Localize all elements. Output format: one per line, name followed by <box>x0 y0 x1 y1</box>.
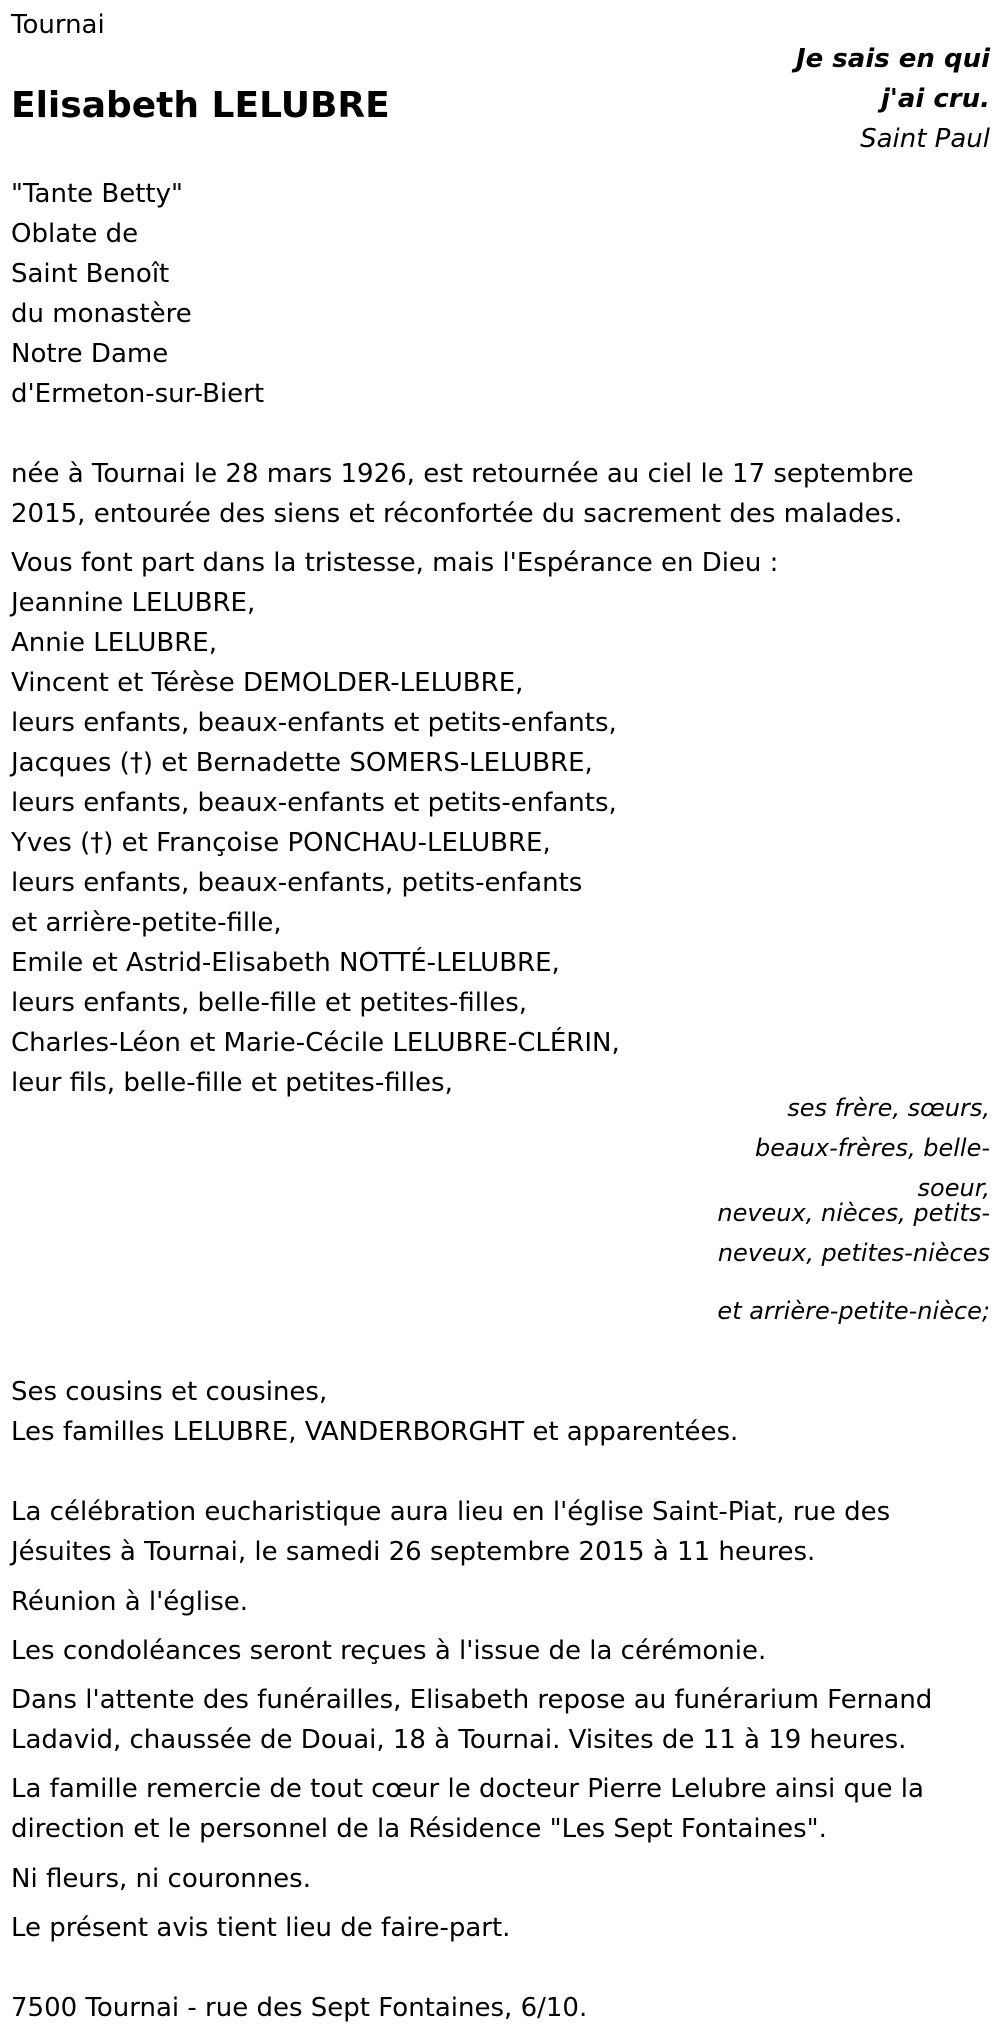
notice-paragraph: Le présent avis tient lieu de faire-part. <box>11 1913 511 1943</box>
no-flowers-paragraph: Ni fleurs, ni couronnes. <box>11 1864 311 1894</box>
intro-line: Notre Dame <box>11 339 169 369</box>
family-line: Vous font part dans la tristesse, mais l'Espérance en Dieu : <box>11 548 779 578</box>
family-line: leurs enfants, beaux-enfants et petits-enfants, <box>11 708 617 738</box>
deceased-name: Elisabeth LELUBRE <box>11 85 390 126</box>
family-line: Annie LELUBRE, <box>11 628 217 658</box>
family-line: leurs enfants, belle-fille et petites-filles, <box>11 988 528 1018</box>
thanks-paragraph: La famille remercie de tout cœur le docteur Pierre Lelubre ainsi que la direction et le personnel de la Résidence "Les Sept Fontaines". <box>11 1774 924 1844</box>
address-line: 7500 Tournai - rue des Sept Fontaines, 6/10. <box>11 1993 588 2023</box>
family-line: Yves (†) et Françoise PONCHAU-LELUBRE, <box>11 828 551 858</box>
cousins-line: Ses cousins et cousines, <box>11 1377 328 1407</box>
epigraph-text: Je sais en qui j'ai cru. <box>795 44 990 114</box>
family-line: Vincent et Térèse DEMOLDER-LELUBRE, <box>11 668 524 698</box>
relatives-group-nephews: neveux, nièces, petits-neveux, petites-nièces <box>717 1199 990 1267</box>
relatives-group-great-niece: et arrière-petite-nièce; <box>717 1297 990 1325</box>
relatives-group-siblings: ses frère, sœurs, beaux-frères, belle-soeur, <box>754 1094 990 1202</box>
epigraph <box>760 39 990 159</box>
family-line: et arrière-petite-fille, <box>11 908 282 938</box>
meeting-paragraph: Réunion à l'église. <box>11 1587 249 1617</box>
cousins-block <box>11 1372 738 1452</box>
cousins-line: Les familles LELUBRE, VANDERBORGHT et apparentées. <box>11 1417 739 1447</box>
family-line: leurs enfants, beaux-enfants et petits-enfants, <box>11 788 617 818</box>
intro-line: du monastère <box>11 299 192 329</box>
condolences-paragraph: Les condoléances seront reçues à l'issue de la cérémonie. <box>11 1636 767 1666</box>
intro-block <box>11 174 264 414</box>
intro-line: Saint Benoît <box>11 259 170 289</box>
intro-line: d'Ermeton-sur-Biert <box>11 379 265 409</box>
family-line: Jacques (†) et Bernadette SOMERS-LELUBRE, <box>11 748 593 778</box>
family-line: Charles-Léon et Marie-Cécile LELUBRE-CLÉRIN, <box>11 1028 620 1058</box>
family-block <box>11 543 778 1103</box>
birth-death-paragraph: née à Tournai le 28 mars 1926, est retournée au ciel le 17 septembre 2015, entourée des siens et réconfortée du sacrement des malades. <box>11 459 914 529</box>
intro-line: Oblate de <box>11 219 139 249</box>
family-line: Jeannine LELUBRE, <box>11 588 256 618</box>
ceremony-paragraph: La célébration eucharistique aura lieu en l'église Saint-Piat, rue des Jésuites à Tournai, le samedi 26 septembre 2015 à 11 heures. <box>11 1497 891 1567</box>
funeral-home-paragraph: Dans l'attente des funérailles, Elisabeth repose au funérarium Fernand Ladavid, chaussée de Douai, 18 à Tournai. Visites de 11 à 19 heures. <box>11 1685 933 1755</box>
family-line: Emile et Astrid-Elisabeth NOTTÉ-LELUBRE, <box>11 948 560 978</box>
family-line: leur fils, belle-fille et petites-filles, <box>11 1068 453 1098</box>
epigraph-author: Saint Paul <box>860 124 990 154</box>
city-label: Tournai <box>11 10 105 40</box>
family-line: leurs enfants, beaux-enfants, petits-enfants <box>11 868 583 898</box>
intro-line: "Tante Betty" <box>11 179 183 209</box>
